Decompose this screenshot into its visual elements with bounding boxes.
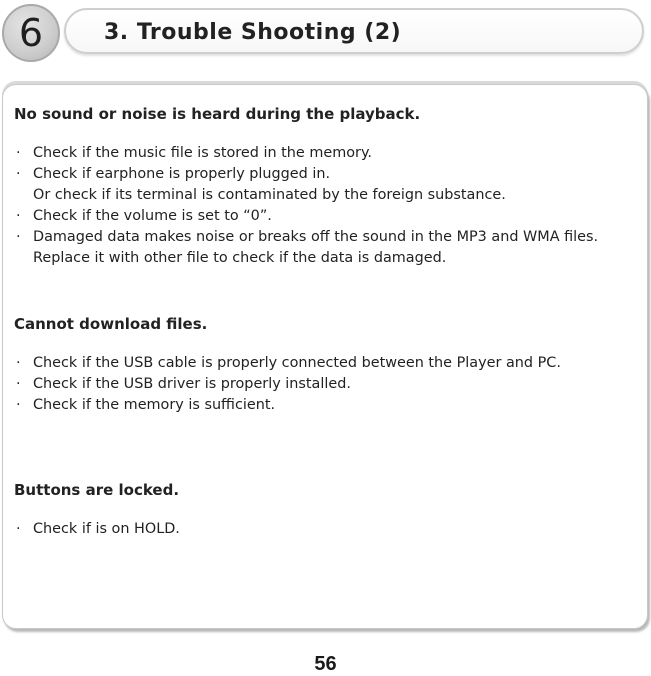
chapter-number-badge: 6 (2, 4, 60, 62)
section-buttons-locked (14, 481, 637, 540)
list-item-text: Check if the music file is stored in the memory. (33, 145, 372, 161)
checklist (14, 353, 637, 416)
page-title: 3. Trouble Shooting (2) (104, 20, 402, 45)
bullet-icon: · (16, 521, 21, 537)
list-item-text: Check if the volume is set to “0”. (33, 208, 272, 224)
section-heading: Buttons are locked. (14, 481, 180, 499)
bullet-icon: · (16, 355, 21, 371)
list-item (14, 206, 637, 227)
list-item (14, 374, 637, 395)
checklist (14, 519, 637, 540)
list-item-text: Check if is on HOLD. (33, 521, 180, 537)
list-item (14, 227, 637, 269)
bullet-icon: · (16, 376, 21, 392)
checklist (14, 143, 637, 269)
bullet-icon: · (16, 145, 21, 161)
section-cannot-download (14, 315, 637, 416)
bullet-icon: · (16, 229, 21, 245)
list-item-text: Check if earphone is properly plugged in. (33, 166, 331, 182)
section-no-sound (14, 105, 637, 269)
bullet-icon: · (16, 208, 21, 224)
list-item-text: Check if the memory is sufficient. (33, 397, 276, 413)
list-item-text: Check if the USB cable is properly connected between the Player and PC. (33, 355, 561, 371)
list-item (14, 395, 637, 416)
section-heading: Cannot download files. (14, 315, 208, 333)
page-number: 56 (314, 653, 337, 675)
list-item-text: Or check if its terminal is contaminated by the foreign substance. (33, 187, 506, 203)
list-item (14, 519, 637, 540)
list-item-continuation (14, 185, 637, 206)
bullet-icon: · (16, 397, 21, 413)
list-item-text: Check if the USB driver is properly installed. (33, 376, 351, 392)
list-item-text: Damaged data makes noise or breaks off the sound in the MP3 and WMA files. Replace it with other file to check if the data is damaged. (33, 229, 599, 266)
list-item (14, 353, 637, 374)
content-panel (2, 84, 648, 629)
list-item (14, 164, 637, 185)
list-item (14, 143, 637, 164)
bullet-icon: · (16, 166, 21, 182)
section-heading: No sound or noise is heard during the playback. (14, 105, 421, 123)
title-bar (64, 8, 644, 54)
